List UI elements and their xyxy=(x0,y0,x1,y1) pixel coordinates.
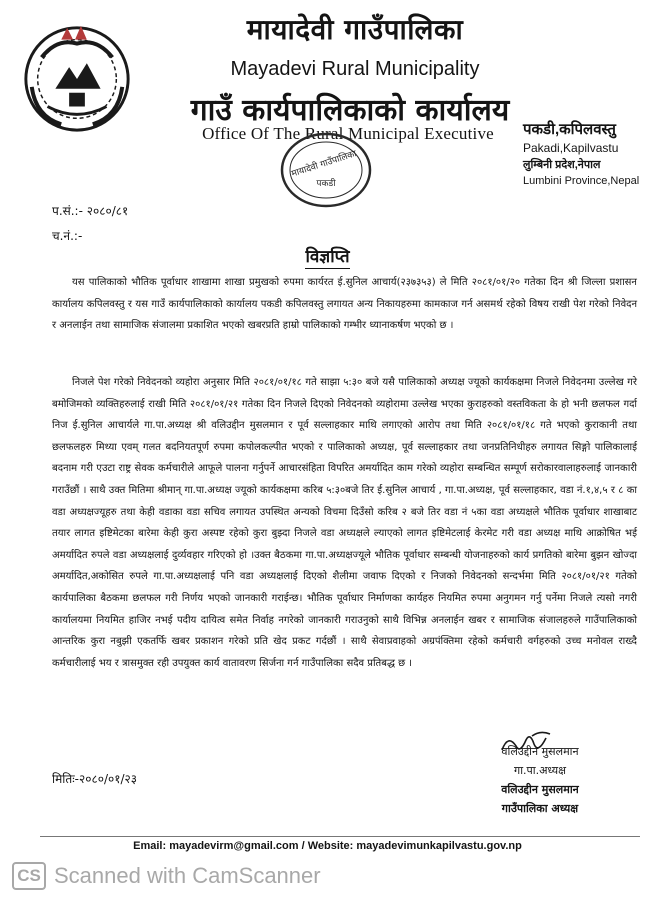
signature-block xyxy=(470,742,610,818)
municipality-title-nepali: मायादेवी गाउँपालिका xyxy=(246,13,464,46)
stamp-signatory-name: वलिउद्दीन मुसलमान xyxy=(501,783,579,796)
camscanner-watermark xyxy=(12,858,321,894)
address-block xyxy=(523,120,653,189)
stamp-signatory-title: गाउँपालिका अध्यक्ष xyxy=(501,802,579,815)
notice-title xyxy=(0,244,655,267)
stamp-place: पकडी xyxy=(316,179,336,189)
office-title-nepali: गाउँ कार्यपालिकाको कार्यालय xyxy=(190,93,510,128)
footer-divider xyxy=(40,836,640,837)
signatory-name: वलिउद्दीन मुसलमान xyxy=(501,745,579,758)
signatory-title: गा.पा.अध्यक्ष xyxy=(514,764,566,777)
address-nepali: पकडी,कपिलवस्तु xyxy=(523,121,616,138)
office-stamp-icon xyxy=(278,130,374,210)
letter-number: प.सं.:- २०८०/८१ xyxy=(52,204,129,218)
province-english: Lumbini Province,Nepal xyxy=(523,175,640,187)
paragraph-2: निजले पेश गरेको निवेदनको व्यहोरा अनुसार मिति २०८१/०१/१८ गते साझा ५:३० बजे यसै पालिकाको अध्यक्ष ज्यूको कार्यकक्षमा निजले निवेदनमा उल्लेख गरे बमोजिमको व्यक्तिहरुलाई राखी मिति २०८१/०१/२१ गतेका दिन निजले दिएको निवेदनको व्यहोरामा उल्लेख भएका कुराहरुको वस्तविकता के हो भनी छलफल गर्दा निज ई.सुनिल आचार्यले गा.पा.अध्यक्ष श्री वलिउद्दीन मुसलमान र पूर्व सल्लाहकार माथि लगाएको आरोप तथा मिति २०८१/०१/१८ गते भएको कुराकानी तथा छलफलहरु मिथ्या एवम् गलत बदनियतपूर्ण रुपमा कपोलकल्पीत भएको र पालिकाको अध्यक्ष, पूर्व सल्लाहकार तथा जनप्रतिनिधीहरु लगायत सिङ्गो पालिकालाई बदनाम गरी एउटा राष्ट्र सेवक कर्मचारीले आफूले पालना गर्नुपर्ने आचारसंहिता विपरित अमर्यादित काम गरेको व्यहोरा सम्बन्धित सम्पूर्ण सरोकारवालाहरुलाई जानकारी गराउँछौं । साथै उक्त मितिमा श्रीमान् गा.पा.अध्यक्ष ज्यूको कार्यकक्षमा करिब ५:३०बजे तिर ई.सुनिल आचार्य , गा.पा.अध्यक्ष, पूर्व सल्लाहकार, वडा नं.१,४,५ र ८ का वडा अध्यक्षज्यूहरु तथा केही वडाका वडा सचिव लगायत उपस्थित अन्यको विचमा दिउँसो करिब २ बजे तिर वडा नं ५का वडा अध्यक्षले भौतिक पूर्वाधार शाखाबाट तयार लागत इष्टिमेटका बारेमा केही कुरा अस्पष्ट रहेको कुरा बुझ्दा निजले वडा अध्यक्षले ल्याएको लागत इष्टिमेटलाई केरमेट गरी वडा अध्यक्ष माथि आक्रोषित भई अमर्यादित रुपले वडा अध्यक्षलाई दुर्व्यवहार गरिएको हो ।उक्त बैठकमा गा.पा.अध्यक्षज्यूले भौतिक पूर्वाधार सम्बन्धी योजनाहरुको कार्य प्रगतिको बारेमा बुझन खोज्दा अमर्यादित,अकोसित रुपले गा.पा.अध्यक्षलाई पनि वडा अध्यक्षलाई दिएको शैलीमा जवाफ दिएको र निजको निवेदनको सन्दर्भमा मिति २०८१/०१/२१ गतेको कार्यपालिका बैठकमा छलफल गरी निर्णय भएको जानकारी गराईन्छ। भौतिक पूर्वाधार निर्माणका कार्यहरु नियमित रुपमा अनुगमन गर्नु पर्नेमा निजले त्यसो नगरी कार्यालयमा नियमित हाजिर नभई पदीय दायित्व समेत निर्वाह नगरेको जानकारी गराउनुको साथै विभिन्न अनलाईन खबर र सामाजिक संजालहरुले गाउँपालिकाको आन्तरिक कुरा नबुझी एकतर्फि खबर प्रकाशन गरेको प्रति खेद प्रकट गर्दछौं । साथै सेवाप्रवाहको अग्रपंक्तिमा रहेको कर्मचारी वर्गहरुको उच्च मनोवल राख्दै कर्मचारीलाई भय र त्रासमुक्त रही उपयुक्त कार्य वातावरण सिर्जना गर्न गाउँपालिका सदैव प्रतिबद्ध छ । xyxy=(52,377,637,669)
paragraph-1: यस पालिकाको भौतिक पूर्वाधार शाखामा शाखा प्रमुखको रुपमा कार्यरत ई.सुनिल आचार्य(२३७३५३) ले मिति २०८१/०१/२० गतेका दिन श्री जिल्ला प्रशासन कार्यालय कपिलवस्तु र यस गाउँ कार्यपालिकाको कार्यालय पकडी कपिलवस्तु लगायत अन्य निकायहरुमा कामकाज गर्न असमर्थ रहेको विषय राखी पेश गरेको निवेदन र अनलाईन तथा सामाजिक संजालमा प्रकाशित भएको खबरप्रति हाम्रो पालिकाको गम्भीर ध्यानाकर्षण भएको छ । xyxy=(52,277,637,332)
address-english: Pakadi,Kapilvastu xyxy=(523,141,619,155)
camscanner-text: Scanned with CamScanner xyxy=(54,863,321,888)
footer-contact: Email: mayadevirm@gmail.com / Website: mayadevimunkapilvastu.gov.np xyxy=(133,840,522,852)
municipality-title-english: Mayadevi Rural Municipality xyxy=(230,58,480,80)
stamp-text: मायादेवी गाउँपालिका xyxy=(290,149,358,180)
province-nepali: लुम्बिनी प्रदेश,नेपाल xyxy=(523,159,601,171)
office-title-english: Office Of The Rural Municipal Executive xyxy=(202,124,494,143)
notice-date: मितिः-२०८०/०१/२३ xyxy=(52,772,137,786)
camscanner-logo-icon: CS xyxy=(12,862,46,890)
government-emblem-icon xyxy=(18,18,136,136)
notice-title-text: विज्ञप्ति xyxy=(305,247,350,267)
dispatch-number: च.नं.:- xyxy=(52,229,83,243)
